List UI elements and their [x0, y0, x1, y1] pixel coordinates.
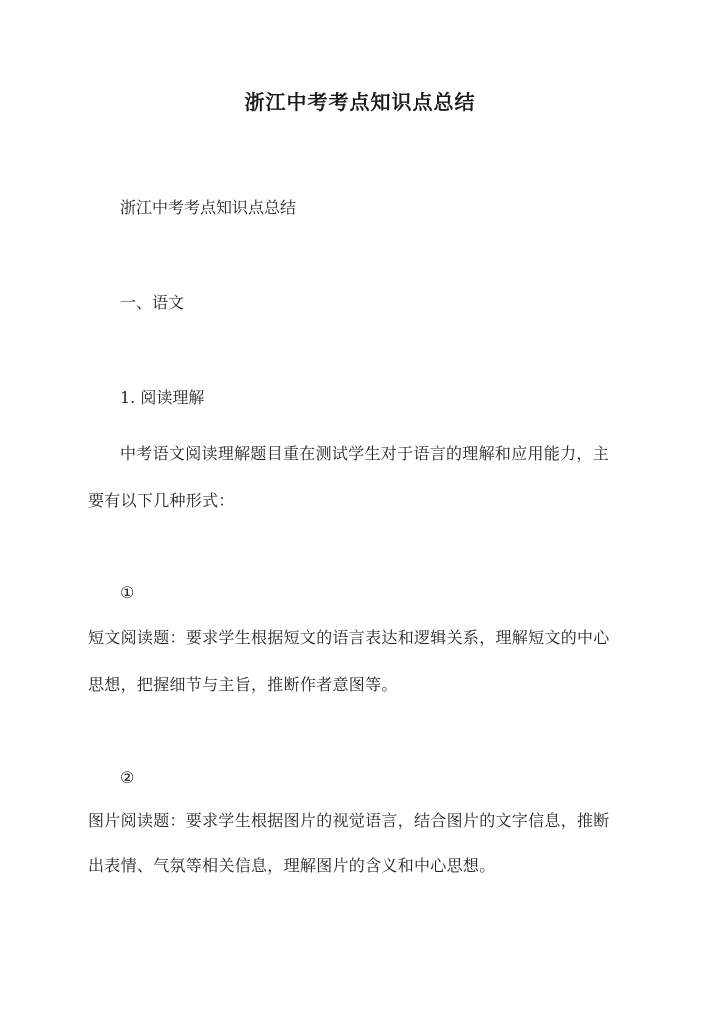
list-item-line-2: 出表情、气氛等相关信息，理解图片的含义和中心思想。: [88, 856, 496, 875]
list-item-line-1: 短文阅读题：要求学生根据短文的语言表达和逻辑关系，理解短文的中心: [88, 628, 610, 647]
document-subtitle: 浙江中考考点知识点总结: [120, 198, 297, 217]
document-title: 浙江中考考点知识点总结: [244, 90, 476, 114]
section-heading: 一、语文: [120, 293, 185, 312]
list-item-line-2: 思想，把握细节与主旨，推断作者意图等。: [88, 675, 398, 694]
intro-paragraph-line-2: 要有以下几种形式：: [88, 491, 235, 510]
intro-paragraph-line-1: 中考语文阅读理解题目重在测试学生对于语言的理解和应用能力，主: [120, 444, 610, 463]
list-item-marker: ①: [120, 583, 135, 602]
subsection-heading: 1. 阅读理解: [120, 388, 205, 407]
list-item-marker: ②: [120, 768, 135, 787]
list-item-line-1: 图片阅读题：要求学生根据图片的视觉语言，结合图片的文字信息，推断: [88, 811, 610, 830]
